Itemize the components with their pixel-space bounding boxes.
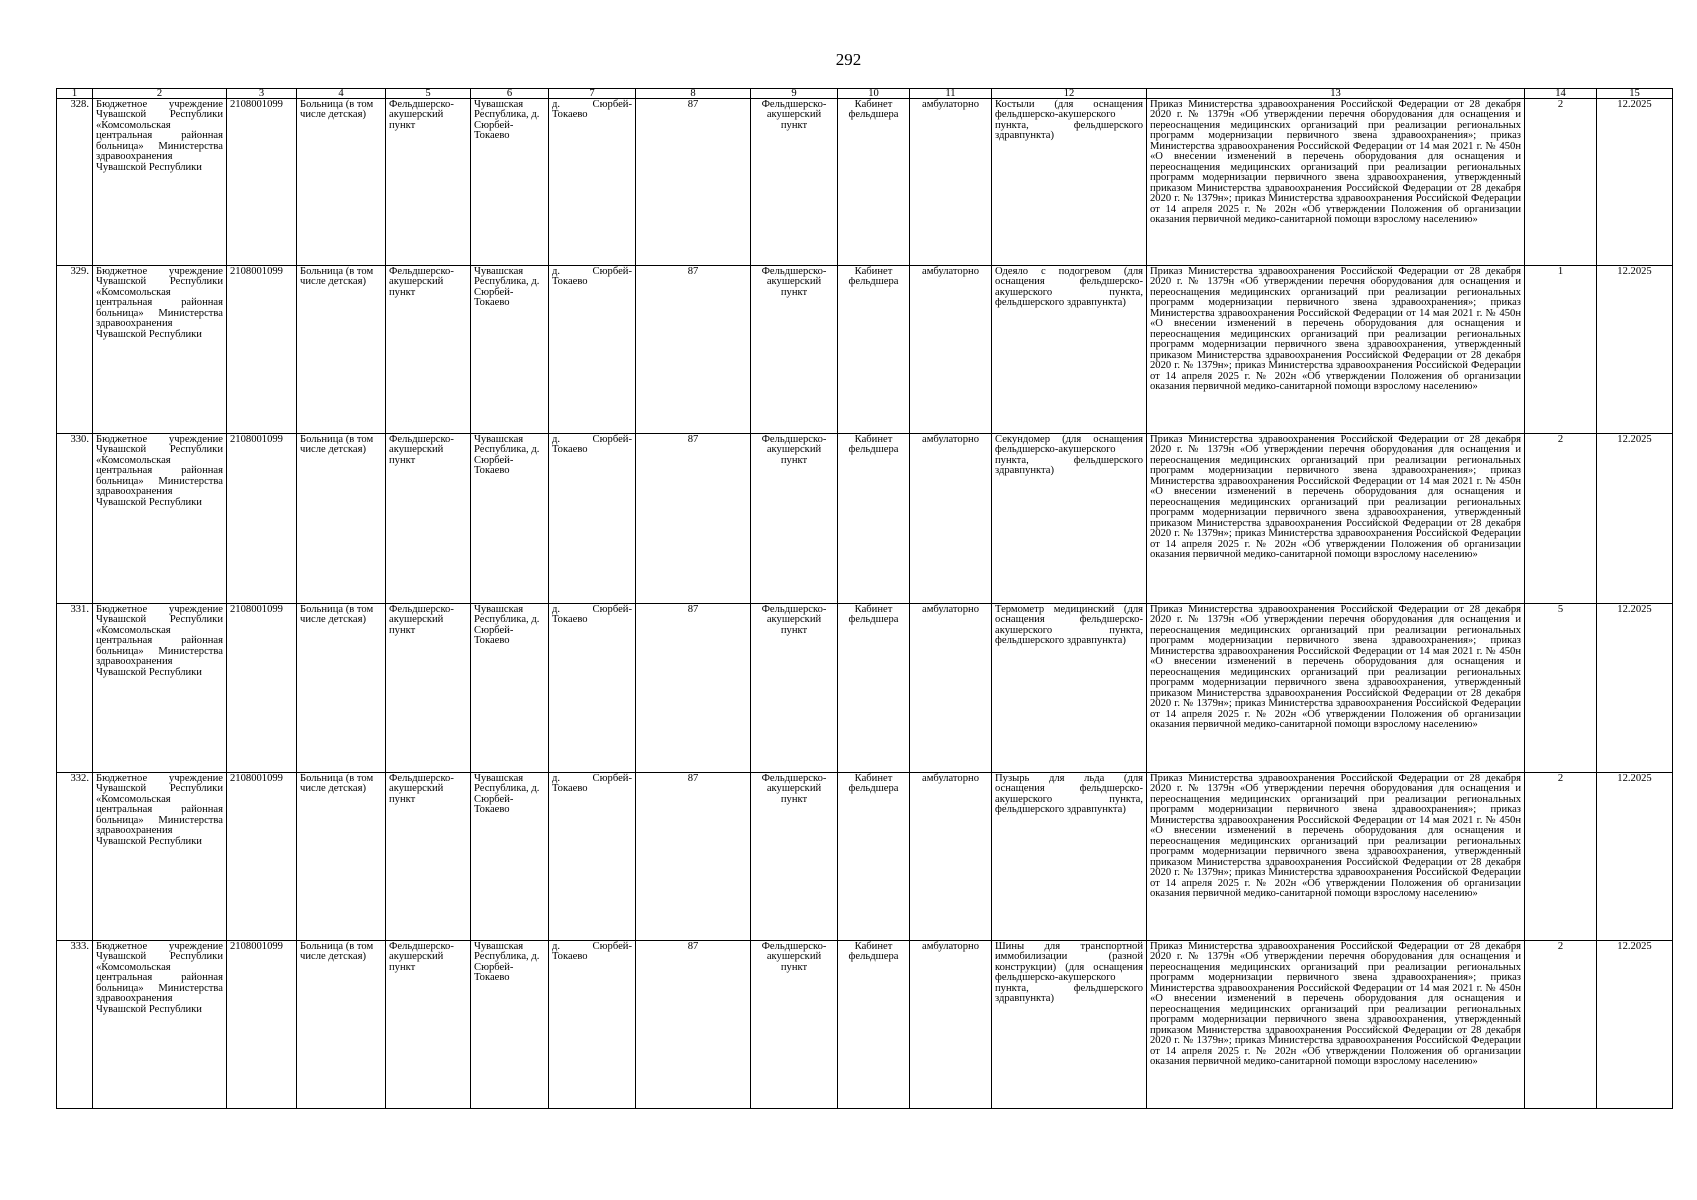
- facility-type: Больница (в том числе детская): [297, 99, 386, 266]
- quantity: 2: [1525, 941, 1597, 1109]
- quantity: 2: [1525, 99, 1597, 266]
- unit-name: Фельдшерско-акушерский пункт: [386, 941, 471, 1109]
- room: Кабинет фельдшера: [838, 434, 910, 604]
- legal-basis: Приказ Министерства здравоохранения Российской Федерации от 28 декабря 2020 г. № 1379н «Об утверждении перечня оборудования для оснащения и переоснащения медицинских организаций при реализации региональных программ модернизации первичного звена здравоохранения»; приказ Министерства здравоохранения Российской Федерации от 14 мая 2021 г. № 450н «О внесении изменений в перечень оборудования для оснащения и переоснащения медицинских организаций при реализации региональных программ модернизации первичного звена здравоохранения, утвержденный приказом Министерства здравоохранения Российской Федерации от 28 декабря 2020 г. № 1379н»; приказ Министерства здравоохранения Российской Федерации от 14 апреля 2025 г. № 202н «Об утверждении Положения об организации оказания первичной медико-санитарной помощи взрослому населению»: [1147, 773, 1525, 941]
- care-mode: амбулаторно: [910, 604, 992, 773]
- department: Фельдшерско-акушерский пункт: [751, 604, 838, 773]
- inn: 2108001099: [227, 773, 297, 941]
- room: Кабинет фельдшера: [838, 266, 910, 434]
- due-date: 12.2025: [1597, 266, 1673, 434]
- organization-name: Бюджетное учреждение Чувашской Республики «Комсомольская центральная районная больница» Министерства здравоохранения Чувашской Республики: [93, 941, 227, 1109]
- unit-name: Фельдшерско-акушерский пункт: [386, 99, 471, 266]
- row-number: 333.: [57, 941, 93, 1109]
- equipment-table: [56, 88, 1673, 1109]
- quantity: 5: [1525, 604, 1597, 773]
- settlement: д. Сюрбей-Токаево: [549, 604, 636, 773]
- code: 87: [636, 941, 751, 1109]
- inn: 2108001099: [227, 266, 297, 434]
- facility-type: Больница (в том числе детская): [297, 434, 386, 604]
- column-header: 10: [838, 89, 910, 99]
- department: Фельдшерско-акушерский пункт: [751, 434, 838, 604]
- due-date: 12.2025: [1597, 773, 1673, 941]
- settlement: д. Сюрбей-Токаево: [549, 434, 636, 604]
- room: Кабинет фельдшера: [838, 941, 910, 1109]
- column-header: 15: [1597, 89, 1673, 99]
- room: Кабинет фельдшера: [838, 604, 910, 773]
- quantity: 2: [1525, 434, 1597, 604]
- region-address: Чувашская Республика, д. Сюрбей-Токаево: [471, 773, 549, 941]
- column-header: 12: [992, 89, 1147, 99]
- code: 87: [636, 266, 751, 434]
- row-number: 329.: [57, 266, 93, 434]
- page-number: 292: [835, 50, 862, 69]
- quantity: 1: [1525, 266, 1597, 434]
- care-mode: амбулаторно: [910, 941, 992, 1109]
- unit-name: Фельдшерско-акушерский пункт: [386, 434, 471, 604]
- care-mode: амбулаторно: [910, 99, 992, 266]
- inn: 2108001099: [227, 99, 297, 266]
- row-number: 328.: [57, 99, 93, 266]
- organization-name: Бюджетное учреждение Чувашской Республики «Комсомольская центральная районная больница» Министерства здравоохранения Чувашской Республики: [93, 99, 227, 266]
- facility-type: Больница (в том числе детская): [297, 941, 386, 1109]
- facility-type: Больница (в том числе детская): [297, 266, 386, 434]
- column-header: 1: [57, 89, 93, 99]
- table-row: [57, 773, 1673, 941]
- department: Фельдшерско-акушерский пункт: [751, 266, 838, 434]
- settlement: д. Сюрбей-Токаево: [549, 266, 636, 434]
- equipment-item: Термометр медицинский (для оснащения фельдшерско-акушерского пункта, фельдшерского здравпункта): [992, 604, 1147, 773]
- inn: 2108001099: [227, 604, 297, 773]
- legal-basis: Приказ Министерства здравоохранения Российской Федерации от 28 декабря 2020 г. № 1379н «Об утверждении перечня оборудования для оснащения и переоснащения медицинских организаций при реализации региональных программ модернизации первичного звена здравоохранения»; приказ Министерства здравоохранения Российской Федерации от 14 мая 2021 г. № 450н «О внесении изменений в перечень оборудования для оснащения и переоснащения медицинских организаций при реализации региональных программ модернизации первичного звена здравоохранения, утвержденный приказом Министерства здравоохранения Российской Федерации от 28 декабря 2020 г. № 1379н»; приказ Министерства здравоохранения Российской Федерации от 14 апреля 2025 г. № 202н «Об утверждении Положения об организации оказания первичной медико-санитарной помощи взрослому населению»: [1147, 941, 1525, 1109]
- room: Кабинет фельдшера: [838, 773, 910, 941]
- due-date: 12.2025: [1597, 604, 1673, 773]
- column-header: 9: [751, 89, 838, 99]
- department: Фельдшерско-акушерский пункт: [751, 99, 838, 266]
- department: Фельдшерско-акушерский пункт: [751, 941, 838, 1109]
- equipment-item: Секундомер (для оснащения фельдшерско-акушерского пункта, фельдшерского здравпункта): [992, 434, 1147, 604]
- organization-name: Бюджетное учреждение Чувашской Республики «Комсомольская центральная районная больница» Министерства здравоохранения Чувашской Республики: [93, 604, 227, 773]
- column-header: 4: [297, 89, 386, 99]
- column-header: 14: [1525, 89, 1597, 99]
- inn: 2108001099: [227, 941, 297, 1109]
- column-header: 11: [910, 89, 992, 99]
- column-header: 6: [471, 89, 549, 99]
- organization-name: Бюджетное учреждение Чувашской Республики «Комсомольская центральная районная больница» Министерства здравоохранения Чувашской Республики: [93, 266, 227, 434]
- row-number: 332.: [57, 773, 93, 941]
- column-header: 3: [227, 89, 297, 99]
- quantity: 2: [1525, 773, 1597, 941]
- code: 87: [636, 99, 751, 266]
- settlement: д. Сюрбей-Токаево: [549, 773, 636, 941]
- equipment-item: Шины для транспортной иммобилизации (разной конструкции) (для оснащения фельдшерско-акушерского пункта, фельдшерского здравпункта): [992, 941, 1147, 1109]
- care-mode: амбулаторно: [910, 266, 992, 434]
- region-address: Чувашская Республика, д. Сюрбей-Токаево: [471, 604, 549, 773]
- region-address: Чувашская Республика, д. Сюрбей-Токаево: [471, 941, 549, 1109]
- inn: 2108001099: [227, 434, 297, 604]
- table-row: [57, 266, 1673, 434]
- room: Кабинет фельдшера: [838, 99, 910, 266]
- legal-basis: Приказ Министерства здравоохранения Российской Федерации от 28 декабря 2020 г. № 1379н «Об утверждении перечня оборудования для оснащения и переоснащения медицинских организаций при реализации региональных программ модернизации первичного звена здравоохранения»; приказ Министерства здравоохранения Российской Федерации от 14 мая 2021 г. № 450н «О внесении изменений в перечень оборудования для оснащения и переоснащения медицинских организаций при реализации региональных программ модернизации первичного звена здравоохранения, утвержденный приказом Министерства здравоохранения Российской Федерации от 28 декабря 2020 г. № 1379н»; приказ Министерства здравоохранения Российской Федерации от 14 апреля 2025 г. № 202н «Об утверждении Положения об организации оказания первичной медико-санитарной помощи взрослому населению»: [1147, 99, 1525, 266]
- row-number: 331.: [57, 604, 93, 773]
- column-header: 8: [636, 89, 751, 99]
- code: 87: [636, 434, 751, 604]
- due-date: 12.2025: [1597, 99, 1673, 266]
- table-row: [57, 99, 1673, 266]
- department: Фельдшерско-акушерский пункт: [751, 773, 838, 941]
- column-number-row: [57, 89, 1673, 99]
- legal-basis: Приказ Министерства здравоохранения Российской Федерации от 28 декабря 2020 г. № 1379н «Об утверждении перечня оборудования для оснащения и переоснащения медицинских организаций при реализации региональных программ модернизации первичного звена здравоохранения»; приказ Министерства здравоохранения Российской Федерации от 14 мая 2021 г. № 450н «О внесении изменений в перечень оборудования для оснащения и переоснащения медицинских организаций при реализации региональных программ модернизации первичного звена здравоохранения, утвержденный приказом Министерства здравоохранения Российской Федерации от 28 декабря 2020 г. № 1379н»; приказ Министерства здравоохранения Российской Федерации от 14 апреля 2025 г. № 202н «Об утверждении Положения об организации оказания первичной медико-санитарной помощи взрослому населению»: [1147, 434, 1525, 604]
- unit-name: Фельдшерско-акушерский пункт: [386, 604, 471, 773]
- column-header: 2: [93, 89, 227, 99]
- column-header: 7: [549, 89, 636, 99]
- equipment-item: Одеяло с подогревом (для оснащения фельдшерско-акушерского пункта, фельдшерского здравпункта): [992, 266, 1147, 434]
- settlement: д. Сюрбей-Токаево: [549, 941, 636, 1109]
- code: 87: [636, 604, 751, 773]
- region-address: Чувашская Республика, д. Сюрбей-Токаево: [471, 266, 549, 434]
- code: 87: [636, 773, 751, 941]
- care-mode: амбулаторно: [910, 434, 992, 604]
- column-header: 5: [386, 89, 471, 99]
- region-address: Чувашская Республика, д. Сюрбей-Токаево: [471, 99, 549, 266]
- legal-basis: Приказ Министерства здравоохранения Российской Федерации от 28 декабря 2020 г. № 1379н «Об утверждении перечня оборудования для оснащения и переоснащения медицинских организаций при реализации региональных программ модернизации первичного звена здравоохранения»; приказ Министерства здравоохранения Российской Федерации от 14 мая 2021 г. № 450н «О внесении изменений в перечень оборудования для оснащения и переоснащения медицинских организаций при реализации региональных программ модернизации первичного звена здравоохранения, утвержденный приказом Министерства здравоохранения Российской Федерации от 28 декабря 2020 г. № 1379н»; приказ Министерства здравоохранения Российской Федерации от 14 апреля 2025 г. № 202н «Об утверждении Положения об организации оказания первичной медико-санитарной помощи взрослому населению»: [1147, 266, 1525, 434]
- organization-name: Бюджетное учреждение Чувашской Республики «Комсомольская центральная районная больница» Министерства здравоохранения Чувашской Республики: [93, 773, 227, 941]
- care-mode: амбулаторно: [910, 773, 992, 941]
- facility-type: Больница (в том числе детская): [297, 773, 386, 941]
- settlement: д. Сюрбей-Токаево: [549, 99, 636, 266]
- equipment-item: Пузырь для льда (для оснащения фельдшерско-акушерского пункта, фельдшерского здравпункта): [992, 773, 1147, 941]
- table-row: [57, 434, 1673, 604]
- unit-name: Фельдшерско-акушерский пункт: [386, 266, 471, 434]
- table-row: [57, 604, 1673, 773]
- unit-name: Фельдшерско-акушерский пункт: [386, 773, 471, 941]
- region-address: Чувашская Республика, д. Сюрбей-Токаево: [471, 434, 549, 604]
- due-date: 12.2025: [1597, 434, 1673, 604]
- row-number: 330.: [57, 434, 93, 604]
- equipment-item: Костыли (для оснащения фельдшерско-акушерского пункта, фельдшерского здравпункта): [992, 99, 1147, 266]
- organization-name: Бюджетное учреждение Чувашской Республики «Комсомольская центральная районная больница» Министерства здравоохранения Чувашской Республики: [93, 434, 227, 604]
- legal-basis: Приказ Министерства здравоохранения Российской Федерации от 28 декабря 2020 г. № 1379н «Об утверждении перечня оборудования для оснащения и переоснащения медицинских организаций при реализации региональных программ модернизации первичного звена здравоохранения»; приказ Министерства здравоохранения Российской Федерации от 14 мая 2021 г. № 450н «О внесении изменений в перечень оборудования для оснащения и переоснащения медицинских организаций при реализации региональных программ модернизации первичного звена здравоохранения, утвержденный приказом Министерства здравоохранения Российской Федерации от 28 декабря 2020 г. № 1379н»; приказ Министерства здравоохранения Российской Федерации от 14 апреля 2025 г. № 202н «Об утверждении Положения об организации оказания первичной медико-санитарной помощи взрослому населению»: [1147, 604, 1525, 773]
- table-row: [57, 941, 1673, 1109]
- due-date: 12.2025: [1597, 941, 1673, 1109]
- column-header: 13: [1147, 89, 1525, 99]
- facility-type: Больница (в том числе детская): [297, 604, 386, 773]
